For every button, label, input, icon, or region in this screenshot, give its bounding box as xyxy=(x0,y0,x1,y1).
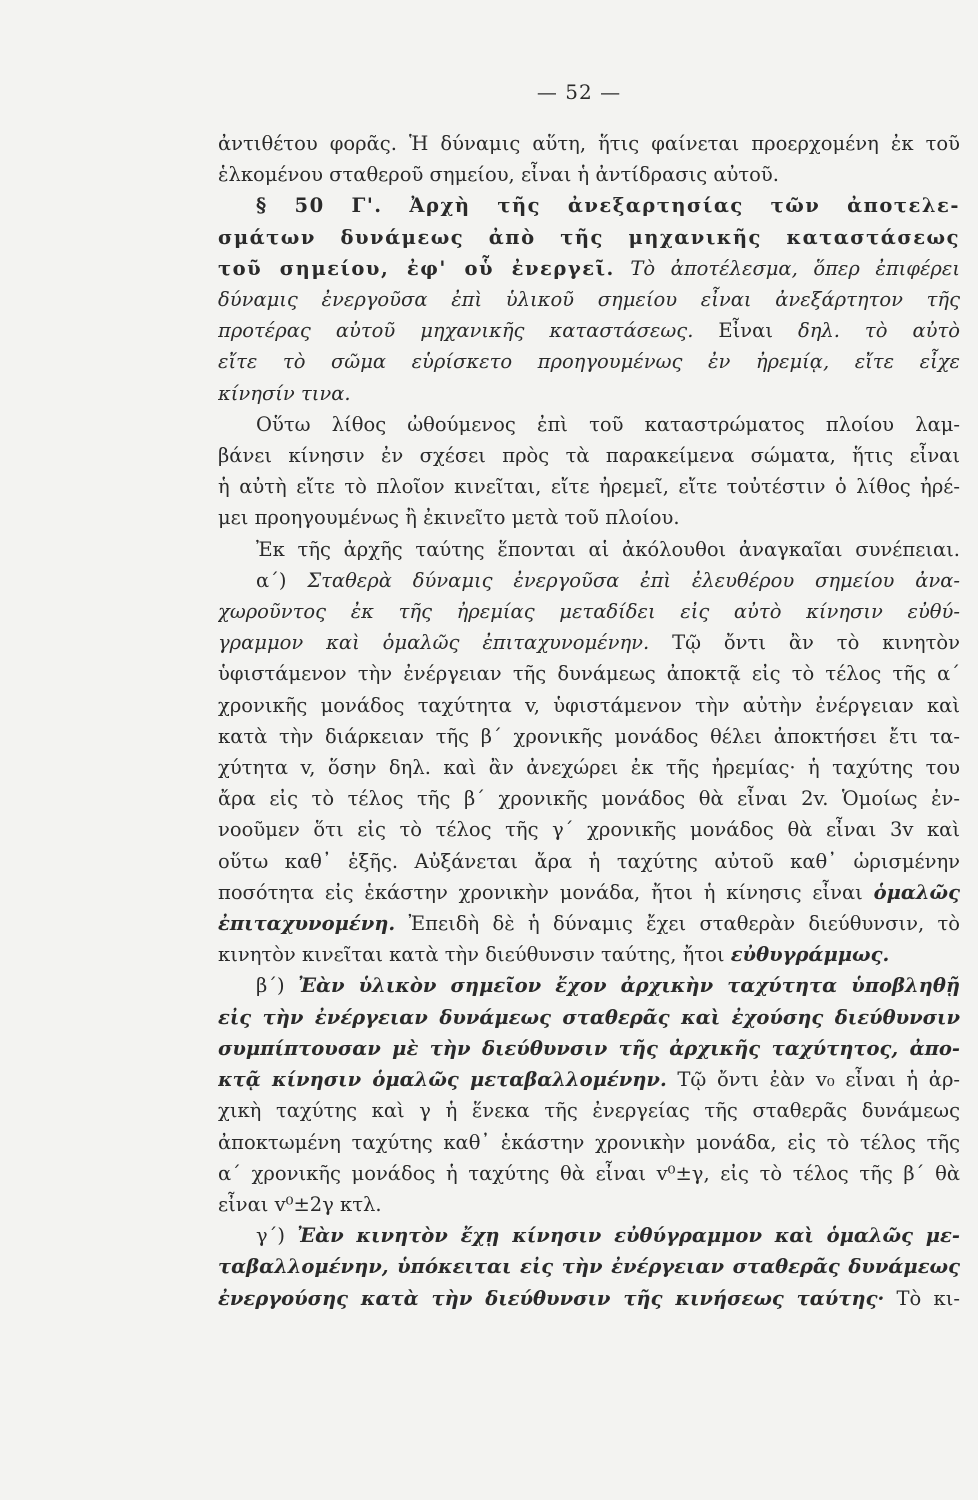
text-segment: μει προηγουμένως ἢ ἐκινεῖτο μετὰ τοῦ πλοίου. xyxy=(218,506,680,530)
text-segment: Ἐπειδὴ δὲ ἡ δύναμις ἔχει σταθερὰν διεύθυνσιν, τὸ xyxy=(395,912,960,936)
text-line xyxy=(218,846,960,877)
text-segment: βάνει κίνησιν ἐν σχέσει πρὸς τὰ παρακείμενα σώματα, ἥτις εἶναι xyxy=(218,444,960,468)
text-line xyxy=(218,939,960,970)
text-segment: ἐνεργούσης κατὰ τὴν διεύθυνσιν τῆς κινήσεως ταύτης· xyxy=(218,1286,885,1310)
text-line xyxy=(218,315,960,346)
text-segment: γραμμον καὶ ὁμαλῶς ἐπιταχυνομένην. xyxy=(218,631,650,655)
text-line xyxy=(218,814,960,845)
text-segment: χικὴ ταχύτης καὶ γ ἡ ἕνεκα τῆς ἐνεργείας τῆς σταθερᾶς δυνάμεως xyxy=(218,1099,960,1123)
text-line xyxy=(218,1189,960,1220)
text-line xyxy=(218,190,960,221)
text-line xyxy=(218,1220,960,1251)
text-segment: Τῷ ὄντι ἐὰν v₀ εἶναι ἡ ἀρ- xyxy=(666,1068,960,1092)
text-segment: χρονικῆς μονάδος ταχύτητα v, ὑφιστάμενον τὴν αὐτὴν ἐνέργειαν καὶ xyxy=(218,693,960,717)
text-segment: δηλ. τὸ αὐτὸ xyxy=(797,319,960,343)
text-line xyxy=(218,222,960,253)
text-segment: εὐθυγράμμως. xyxy=(730,943,890,967)
text-segment: ἀντιθέτου φορᾶς. Ἡ δύναμις αὕτη, ἥτις φαίνεται προερχομένη ἐκ τοῦ xyxy=(218,132,960,155)
text-line xyxy=(218,783,960,814)
text-segment: ὁμαλῶς xyxy=(873,880,960,904)
text-segment: Τὸ κι- xyxy=(884,1286,960,1310)
text-line xyxy=(218,596,960,627)
text-line xyxy=(218,346,960,377)
text-line xyxy=(218,658,960,689)
text-line xyxy=(218,409,960,440)
text-segment: Τῷ ὄντι ἂν τὸ κινητὸν xyxy=(649,631,960,655)
text-segment: προτέρας αὐτοῦ μηχανικῆς καταστάσεως. xyxy=(218,319,694,343)
text-line xyxy=(218,284,960,315)
text-segment: κτᾷ κίνησιν ὁμαλῶς μεταβαλλομένην. xyxy=(218,1068,667,1092)
text-segment: α΄ χρονικῆς μονάδος ἡ ταχύτης θὰ εἶναι v⁰±γ, εἰς τὸ τέλος τῆς β΄ θὰ xyxy=(218,1161,960,1185)
text-segment: ἑλκομένου σταθεροῦ σημείου, εἶναι ἡ ἀντίδρασις αὐτοῦ. xyxy=(218,163,779,187)
text-line xyxy=(218,1002,960,1033)
text-segment: εἰς τὴν ἐνέργειαν δυνάμεως σταθερᾶς καὶ ἐχούσης διεύθυνσιν xyxy=(218,1005,960,1029)
text-segment: Οὕτω λίθος ὠθούμενος ἐπὶ τοῦ καταστρώματος πλοίου λαμ- xyxy=(256,412,960,436)
text-line xyxy=(218,752,960,783)
text-segment: νοοῦμεν ὅτι εἰς τὸ τέλος τῆς γ΄ χρονικῆς μονάδος θὰ εἶναι 3v καὶ xyxy=(218,818,960,842)
text-line xyxy=(218,1158,960,1189)
body-text xyxy=(218,128,960,1314)
page-number: — 52 — xyxy=(536,80,622,104)
text-segment: οὕτω καθ᾽ ἑξῆς. Αὐξάνεται ἄρα ἡ ταχύτης αὐτοῦ καθ᾽ ὡρισμένην xyxy=(218,849,960,873)
text-segment: τοῦ σημείου, ἐφ' οὗ ἐνεργεῖ. xyxy=(218,256,615,280)
text-line xyxy=(218,440,960,471)
text-segment: συμπίπτουσαν μὲ τὴν διεύθυνσιν τῆς ἀρχικῆς ταχύτητος, ἀπο- xyxy=(218,1036,960,1060)
text-segment: § 50 Γ'. Ἀρχὴ τῆς ἀνεξαρτησίας τῶν ἀποτελε- xyxy=(256,194,960,218)
text-segment: Εἶναι xyxy=(693,319,798,343)
text-line xyxy=(218,471,960,502)
text-line xyxy=(218,253,960,284)
text-segment: χύτητα v, ὅσην δηλ. καὶ ἂν ἀνεχώρει ἐκ τῆς ἠρεμίας· ἡ ταχύτης του xyxy=(218,756,960,780)
text-segment: Ἐκ τῆς ἀρχῆς ταύτης ἕπονται αἱ ἀκόλουθοι ἀναγκαῖαι συνέπειαι. xyxy=(256,537,960,561)
text-line xyxy=(218,159,960,190)
page-header xyxy=(0,80,978,104)
text-line xyxy=(218,1095,960,1126)
text-line xyxy=(218,1033,960,1064)
text-line xyxy=(218,1127,960,1158)
text-segment: β΄) xyxy=(256,974,299,998)
text-segment: ἡ αὐτὴ εἴτε τὸ πλοῖον κινεῖται, εἴτε ἠρεμεῖ, εἴτε τοὐτέστιν ὁ λίθος ἠρέ- xyxy=(218,475,960,499)
text-segment: Τὸ ἀποτέλεσμα, ὅπερ ἐπιφέρει xyxy=(614,256,960,280)
text-line xyxy=(218,378,960,409)
text-line xyxy=(218,908,960,939)
text-line xyxy=(218,502,960,533)
text-segment: χωροῦντος ἐκ τῆς ἠρεμίας μεταδίδει εἰς αὐτὸ κίνησιν εὐθύ- xyxy=(218,600,960,624)
text-line xyxy=(218,128,960,159)
text-line xyxy=(218,1283,960,1314)
text-segment: γ΄) xyxy=(256,1224,298,1248)
text-segment: εἴτε τὸ σῶμα εὑρίσκετο προηγουμένως ἐν ἠρεμίᾳ, εἴτε εἶχε xyxy=(218,350,960,374)
text-segment: εἶναι v⁰±2γ κτλ. xyxy=(218,1192,382,1216)
text-segment: Ἐὰν ὑλικὸν σημεῖον ἔχον ἀρχικὴν ταχύτητα ὑποβληθῇ xyxy=(298,974,960,998)
text-segment: Σταθερὰ δύναμις ἐνεργοῦσα ἐπὶ ἐλευθέρου σημείου ἀνα- xyxy=(307,568,960,592)
text-line xyxy=(218,1064,960,1095)
text-segment: ποσότητα εἰς ἑκάστην χρονικὴν μονάδα, ἤτοι ἡ κίνησις εἶναι xyxy=(218,880,874,904)
text-segment: κίνησίν τινα. xyxy=(218,381,351,405)
text-segment: ταβαλλομένην, ὑπόκειται εἰς τὴν ἐνέργειαν σταθερᾶς δυνάμεως xyxy=(218,1255,960,1279)
text-line xyxy=(218,1251,960,1282)
text-segment: ἐπιταχυνομένη. xyxy=(218,912,396,936)
text-segment: ἄρα εἰς τὸ τέλος τῆς β΄ χρονικῆς μονάδος θὰ εἶναι 2v. Ὁμοίως ἐν- xyxy=(218,787,960,811)
text-segment: ὑφιστάμενον τὴν ἐνέργειαν τῆς δυνάμεως ἀποκτᾷ εἰς τὸ τέλος τῆς α΄ xyxy=(218,662,960,686)
text-line xyxy=(218,721,960,752)
text-segment: α΄) xyxy=(256,568,308,592)
text-segment: ἀποκτωμένη ταχύτης καθ᾽ ἑκάστην χρονικὴν μονάδα, εἰς τὸ τέλος τῆς xyxy=(218,1130,960,1154)
text-segment: δύναμις ἐνεργοῦσα ἐπὶ ὑλικοῦ σημείου εἶναι ἀνεξάρτητον τῆς xyxy=(218,288,960,312)
text-segment: Ἐὰν κινητὸν ἔχῃ κίνησιν εὐθύγραμμον καὶ ὁμαλῶς με- xyxy=(297,1224,960,1248)
text-line xyxy=(218,565,960,596)
text-segment: σμάτων δυνάμεως ἀπὸ τῆς μηχανικῆς καταστάσεως xyxy=(218,225,960,249)
text-line xyxy=(218,970,960,1001)
text-line xyxy=(218,534,960,565)
text-line xyxy=(218,627,960,658)
text-segment: κατὰ τὴν διάρκειαν τῆς β΄ χρονικῆς μονάδος θέλει ἀποκτήσει ἔτι τα- xyxy=(218,724,960,748)
text-segment: κινητὸν κινεῖται κατὰ τὴν διεύθυνσιν ταύτης, ἤτοι xyxy=(218,943,731,967)
text-line xyxy=(218,877,960,908)
text-line xyxy=(218,690,960,721)
